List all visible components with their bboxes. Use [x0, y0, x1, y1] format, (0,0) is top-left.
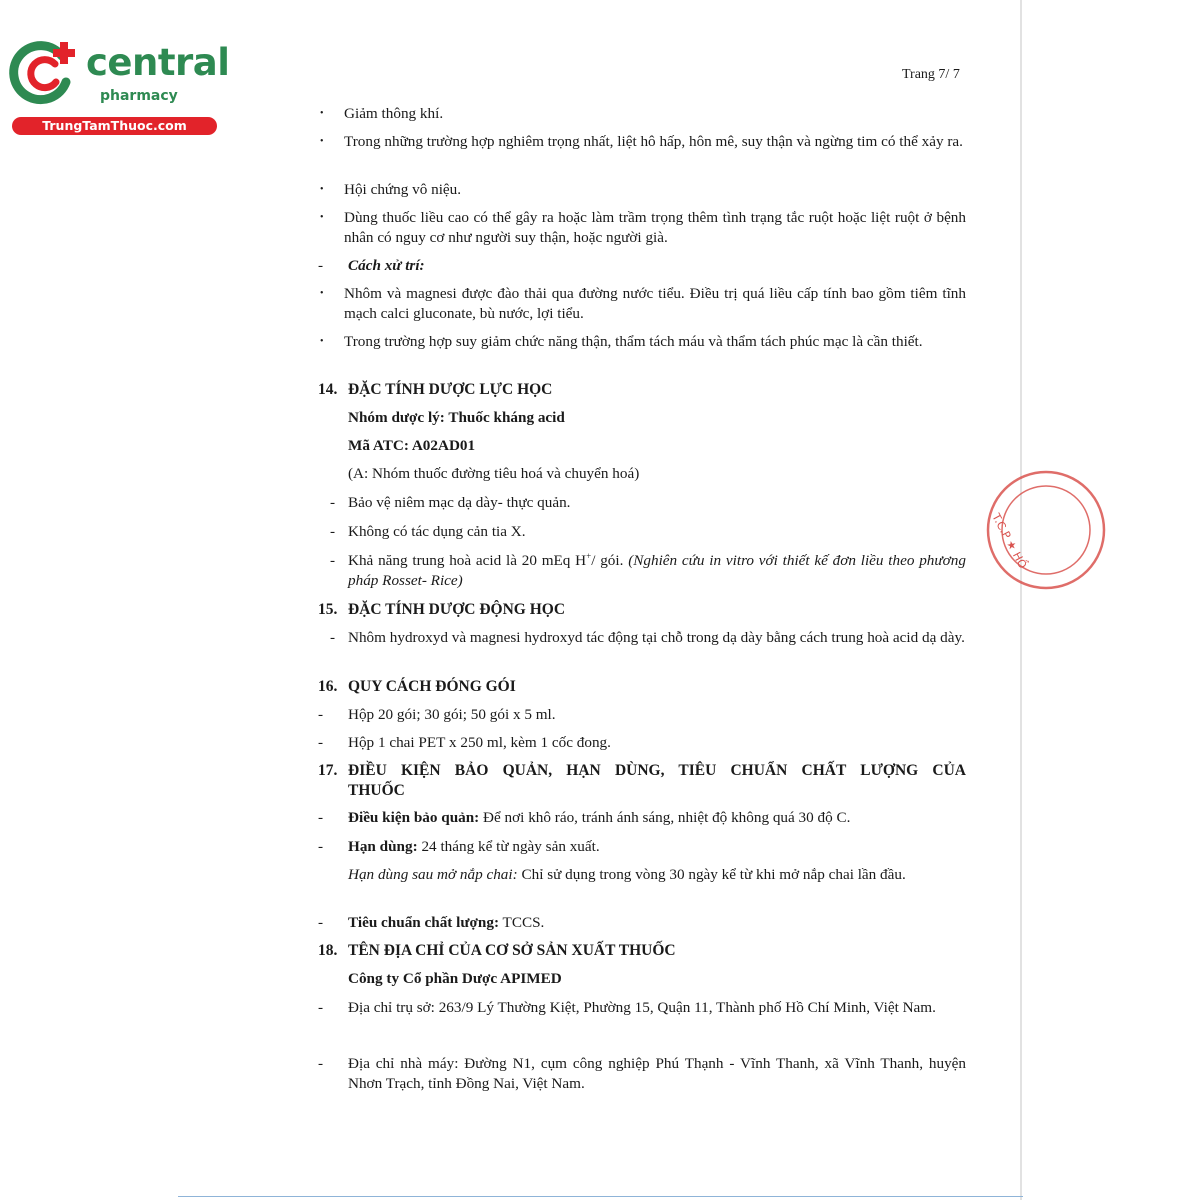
page-number: Trang 7/ 7 [902, 67, 960, 82]
section-16-heading [318, 677, 966, 697]
company-name: Công ty Cổ phần Dược APIMED [348, 970, 562, 987]
bullet-icon: • [320, 288, 324, 299]
symptom-item: Dùng thuốc liều cao có thể gây ra hoặc làm trầm trọng thêm tình trạng tắc ruột hoặc liệt ruột ở bệnh nhân có nguy cơ như người suy thận, hoặc người già. [344, 209, 966, 246]
bullet-icon: • [320, 336, 324, 347]
section-title: ĐẶC TÍNH DƯỢC LỰC HỌC [348, 381, 553, 398]
brand-name: central [86, 41, 230, 84]
treatment-title: Cách xử trí: [348, 257, 425, 274]
storage-condition: Điều kiện bảo quản: Để nơi khô ráo, tránh ánh sáng, nhiệt độ không quá 30 độ C. [348, 809, 851, 826]
dash-marker: - [318, 734, 324, 751]
symptom-item: Trong những trường hợp nghiêm trọng nhất, liệt hô hấp, hôn mê, suy thận và ngừng tim có thể xảy ra. [344, 133, 963, 150]
brand-url[interactable]: TrungTamThuoc.com [12, 117, 217, 135]
atc-note: (A: Nhóm thuốc đường tiêu hoá và chuyển hoá) [348, 465, 640, 482]
quality-standard: Tiêu chuẩn chất lượng: TCCS. [348, 914, 545, 931]
acid-capacity-item: Khả năng trung hoà acid là 20 mEq H+/ gói. (Nghiên cứu in vitro với thiết kế đơn liều theo phương pháp Rosset- Rice) [348, 550, 966, 589]
section-17-heading [318, 761, 966, 801]
treatment-item: Nhôm và magnesi được đào thải qua đường nước tiểu. Điều trị quá liều cấp tính bao gồm tiêm tĩnh mạch calci gluconate, bù nước, lợi tiểu. [344, 285, 966, 322]
pharmacokinetic-item: Nhôm hydroxyd và magnesi hydroxyd tác động tại chỗ trong dạ dày bằng cách trung hoà acid dạ dày. [348, 629, 965, 646]
packaging-item: Hộp 1 chai PET x 250 ml, kèm 1 cốc đong. [348, 734, 611, 751]
dash-marker: - [330, 523, 336, 540]
company-stamp [966, 470, 1030, 590]
brand-sub: pharmacy [100, 88, 178, 104]
bullet-icon: • [320, 212, 324, 223]
section-title: ĐẶC TÍNH DƯỢC ĐỘNG HỌC [348, 601, 566, 618]
section-title: QUY CÁCH ĐÓNG GÓI [348, 678, 516, 695]
section-title: ĐIỀU KIỆN BẢO QUẢN, HẠN DÙNG, TIÊU CHUẨN CHẤT LƯỢNG CỦA [348, 762, 966, 779]
section-15-heading [318, 600, 966, 620]
dash-marker: - [330, 552, 336, 569]
treatment-item: Trong trường hợp suy giảm chức năng thận, thẩm tách máu và thẩm tách phúc mạc là cần thiết. [344, 333, 923, 350]
capacity-note: (Nghiên cứu in vitro với thiết kế đơn liều theo phương pháp Rosset- Rice) [348, 552, 966, 589]
bullet-icon: • [320, 184, 324, 195]
section-number: 17. [318, 762, 338, 779]
bullet-icon: • [320, 136, 324, 147]
section-number: 18. [318, 942, 338, 959]
dash-marker: - [318, 257, 324, 274]
section-title: TÊN ĐỊA CHỈ CỦA CƠ SỞ SẢN XUẤT THUỐC [348, 942, 676, 959]
dash-marker: - [318, 1055, 324, 1072]
bullet-icon: • [320, 108, 324, 119]
dash-marker: - [318, 706, 324, 723]
dash-marker: - [318, 999, 324, 1016]
packaging-item: Hộp 20 gói; 30 gói; 50 gói x 5 ml. [348, 706, 556, 723]
section-number: 15. [318, 601, 338, 618]
section-14-heading [318, 380, 966, 400]
pharmacologic-group: Nhóm dược lý: Thuốc kháng acid [348, 409, 565, 426]
dash-marker: - [330, 494, 336, 511]
headquarters-address: Địa chỉ trụ sở: 263/9 Lý Thường Kiệt, Phường 15, Quận 11, Thành phố Hồ Chí Minh, Việt Nam. [348, 999, 936, 1016]
atc-code: Mã ATC: A02AD01 [348, 437, 476, 454]
section-title-cont: THUỐC [348, 782, 405, 799]
pharmacodynamic-item: Không có tác dụng cản tia X. [348, 523, 526, 540]
shelf-life: Hạn dùng: 24 tháng kể từ ngày sản xuất. [348, 838, 600, 855]
symptom-item: Hội chứng vô niệu. [344, 181, 462, 198]
dash-marker: - [318, 809, 324, 826]
shelf-life-after-opening: Hạn dùng sau mở nắp chai: Chỉ sử dụng trong vòng 30 ngày kể từ khi mở nắp chai lần đầu. [348, 866, 906, 883]
section-number: 14. [318, 381, 338, 398]
section-18-heading [318, 941, 966, 961]
dash-marker: - [318, 838, 324, 855]
section-number: 16. [318, 678, 338, 695]
symptom-item: Giảm thông khí. [344, 105, 444, 122]
dash-marker: - [318, 914, 324, 931]
dash-marker: - [330, 629, 336, 646]
factory-address: Địa chỉ nhà máy: Đường N1, cụm công nghiệp Phú Thạnh - Vĩnh Thanh, xã Vĩnh Thanh, huyện Nhơn Trạch, tỉnh Đồng Nai, Việt Nam. [348, 1055, 966, 1092]
stamp-text: T.C.P ★ HỒ [989, 511, 1030, 571]
pharmacodynamic-item: Bảo vệ niêm mạc dạ dày- thực quản. [348, 494, 571, 511]
